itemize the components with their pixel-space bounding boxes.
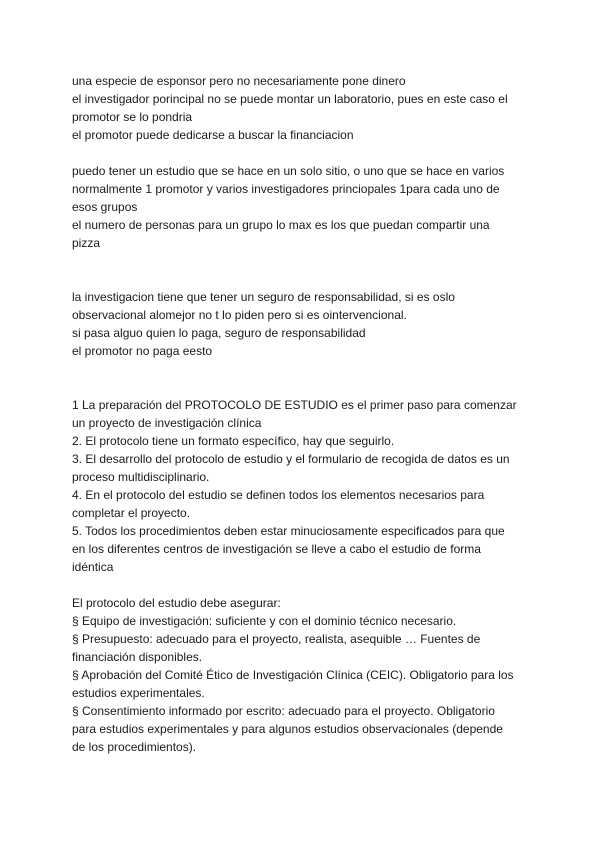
text-line: § Presupuesto: adecuado para el proyecto, realista, asequible … Fuentes de	[72, 632, 481, 646]
text-line: de los procedimientos).	[72, 740, 197, 754]
text-line: 2. El protocolo tiene un formato específico, hay que seguirlo.	[72, 434, 395, 448]
text-line: si pasa alguo quien lo paga, seguro de responsabilidad	[72, 326, 366, 340]
text-line: la investigacion tiene que tener un seguro de responsabilidad, si es oslo	[72, 290, 455, 304]
text-line: normalmente 1 promotor y varios investigadores princiopales 1para cada uno de	[72, 182, 500, 196]
text-line: estudios experimentales.	[72, 686, 205, 700]
text-line: financiación disponibles.	[72, 650, 203, 664]
paragraph-study-sites	[72, 162, 534, 252]
text-line: proceso multidisciplinario.	[72, 470, 210, 484]
text-line: el promotor no paga eesto	[72, 344, 213, 358]
paragraph-spacer	[72, 360, 534, 396]
text-line: observacional alomejor no t lo piden pero si es ointervencional.	[72, 308, 407, 322]
text-line: 4. En el protocolo del estudio se definen todos los elementos necesarios para	[72, 488, 485, 502]
text-line: para estudios experimentales y para algunos estudios observacionales (depende	[72, 722, 503, 736]
text-line: § Consentimiento informado por escrito: adecuado para el proyecto. Obligatorio	[72, 704, 495, 718]
paragraph-spacer	[72, 576, 534, 594]
paragraph-sponsor	[72, 72, 534, 144]
text-line: puedo tener un estudio que se hace en un solo sitio, o uno que se hace en varios	[72, 164, 505, 178]
text-line: completar el proyecto.	[72, 506, 191, 520]
text-line: el numero de personas para un grupo lo max es los que puedan compartir una	[72, 218, 490, 232]
text-line: § Equipo de investigación: suficiente y con el dominio técnico necesario.	[72, 614, 457, 628]
paragraph-protocol-steps	[72, 396, 534, 576]
text-line: 3. El desarrollo del protocolo de estudio y el formulario de recogida de datos es un	[72, 452, 510, 466]
paragraph-insurance	[72, 288, 534, 360]
text-line: § Aprobación del Comité Ético de Investigación Clínica (CEIC). Obligatorio para los	[72, 668, 514, 682]
text-line: el promotor puede dedicarse a buscar la financiacion	[72, 128, 354, 142]
text-line: promotor se lo pondria	[72, 110, 193, 124]
text-line: pizza	[72, 236, 101, 250]
document-page	[72, 72, 534, 756]
text-line: 5. Todos los procedimientos deben estar minuciosamente especificados para que	[72, 524, 505, 538]
text-line: una especie de esponsor pero no necesariamente pone dinero	[72, 74, 406, 88]
text-line: 1 La preparación del PROTOCOLO DE ESTUDIO es el primer paso para comenzar	[72, 398, 517, 412]
text-line: El protocolo del estudio debe asegurar:	[72, 596, 281, 610]
paragraph-spacer	[72, 144, 534, 162]
text-line: el investigador porincipal no se puede montar un laboratorio, pues en este caso el	[72, 92, 508, 106]
text-line: un proyecto de investigación clínica	[72, 416, 262, 430]
paragraph-protocol-requirements	[72, 594, 534, 756]
text-line: en los diferentes centros de investigación se lleve a cabo el estudio de forma	[72, 542, 481, 556]
paragraph-spacer	[72, 252, 534, 288]
text-line: idéntica	[72, 560, 114, 574]
text-line: esos grupos	[72, 200, 138, 214]
